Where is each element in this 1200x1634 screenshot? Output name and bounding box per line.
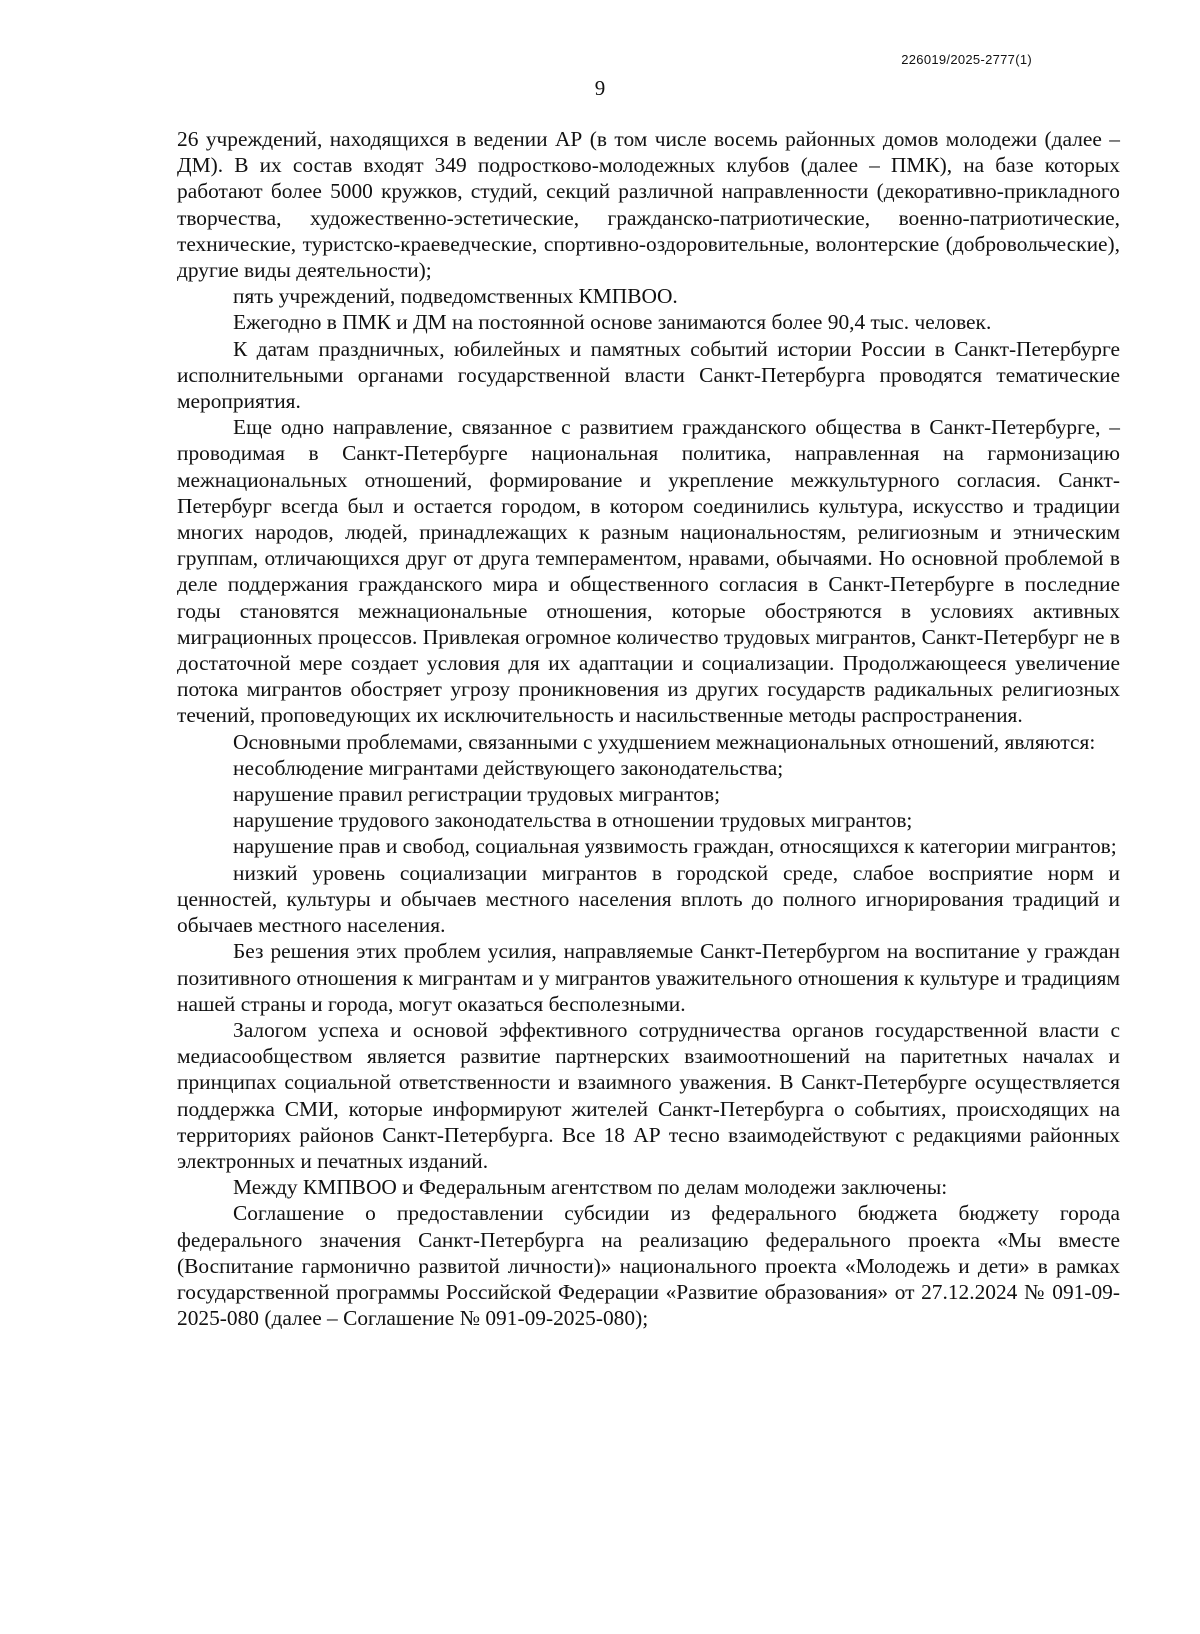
paragraph: Между КМПВОО и Федеральным агентством по делам молодежи заключены: (233, 1175, 948, 1200)
list-item: низкий уровень социализации мигрантов в городской среде, слабое восприятие норм и ценностей, культуры и обычаев местного населения вплоть до полного игнорирования традиций и обычаев местного населения. (177, 860, 1120, 938)
paragraph: пять учреждений, подведомственных КМПВОО. (233, 284, 678, 309)
paragraph: Залогом успеха и основой эффективного сотрудничества органов государственной власти с медиасообществом является развитие партнерских взаимоотношений на паритетных началах и принципах социальной ответственности и взаимного уважения. В Санкт-Петербурге осуществляется поддержка СМИ, которые информируют жителей Санкт-Петербурга о событиях, происходящих на территориях районов Санкт-Петербурга. Все 18 АР тесно взаимодействуют с редакциями районных электронных и печатных изданий. (177, 1017, 1120, 1173)
document-body (177, 126, 1120, 1331)
paragraph: 26 учреждений, находящихся в ведении АР (в том числе восемь районных домов молодежи (далее – ДМ). В их состав входят 349 подростково-молодежных клубов (далее – ПМК), на базе которых работают более 5000 кружков, студий, секций различной направленности (декоративно-прикладного творчества, художественно-эстетические, гражданско-патриотические, военно-патриотические, технические, туристско-краеведческие, спортивно-оздоровительные, волонтерские (добровольческие), другие виды деятельности); (177, 127, 1120, 283)
registration-number: 226019/2025-2777(1) (901, 52, 1032, 67)
paragraph: Соглашение о предоставлении субсидии из федерального бюджета бюджету города федерального значения Санкт-Петербурга на реализацию федерального проекта «Мы вместе (Воспитание гармонично развитой личности)» национального проекта «Молодежь и дети» в рамках государственной программы Российской Федерации «Развитие образования» от 27.12.2024 № 091-09-2025-080 (далее – Соглашение № 091-09-2025-080); (177, 1201, 1120, 1331)
page-number: 9 (594, 76, 606, 100)
paragraph: Еще одно направление, связанное с развитием гражданского общества в Санкт-Петербурге, – проводимая в Санкт-Петербурге национальная политика, направленная на гармонизацию межнациональных отношений, формирование и укрепление межкультурного согласия. Санкт-Петербург всегда был и остается городом, в котором соединились культура, искусство и традиции многих народов, людей, принадлежащих к разным национальностям, религиозным и этническим группам, отличающихся друг от друга темпераментом, нравами, обычаями. Но основной проблемой в деле поддержания гражданского мира и общественного согласия в Санкт-Петербурге в последние годы становятся межнациональные отношения, которые обостряются в условиях активных миграционных процессов. Привлекая огромное количество трудовых мигрантов, Санкт-Петербург не в достаточной мере создает условия для их адаптации и социализации. Продолжающееся увеличение потока мигрантов обостряет угрозу проникновения из других государств радикальных религиозных течений, проповедующих их исключительность и насильственные методы распространения. (177, 415, 1120, 728)
list-item: нарушение трудового законодательства в отношении трудовых мигрантов; (233, 808, 913, 833)
paragraph: Ежегодно в ПМК и ДМ на постоянной основе занимаются более 90,4 тыс. человек. (233, 310, 992, 335)
list-item: несоблюдение мигрантами действующего законодательства; (233, 755, 784, 780)
list-item: нарушение правил регистрации трудовых мигрантов; (233, 782, 721, 807)
paragraph: К датам праздничных, юбилейных и памятных событий истории России в Санкт-Петербурге исполнительными органами государственной власти Санкт-Петербурга проводятся тематические мероприятия. (177, 336, 1120, 414)
paragraph: Без решения этих проблем усилия, направляемые Санкт-Петербургом на воспитание у граждан позитивного отношения к мигрантам и у мигрантов уважительного отношения к культуре и традициям нашей страны и города, могут оказаться бесполезными. (177, 939, 1120, 1016)
paragraph: Основными проблемами, связанными с ухудшением межнациональных отношений, являются: (233, 729, 1096, 754)
list-item: нарушение прав и свобод, социальная уязвимость граждан, относящихся к категории мигрантов; (233, 834, 1117, 859)
